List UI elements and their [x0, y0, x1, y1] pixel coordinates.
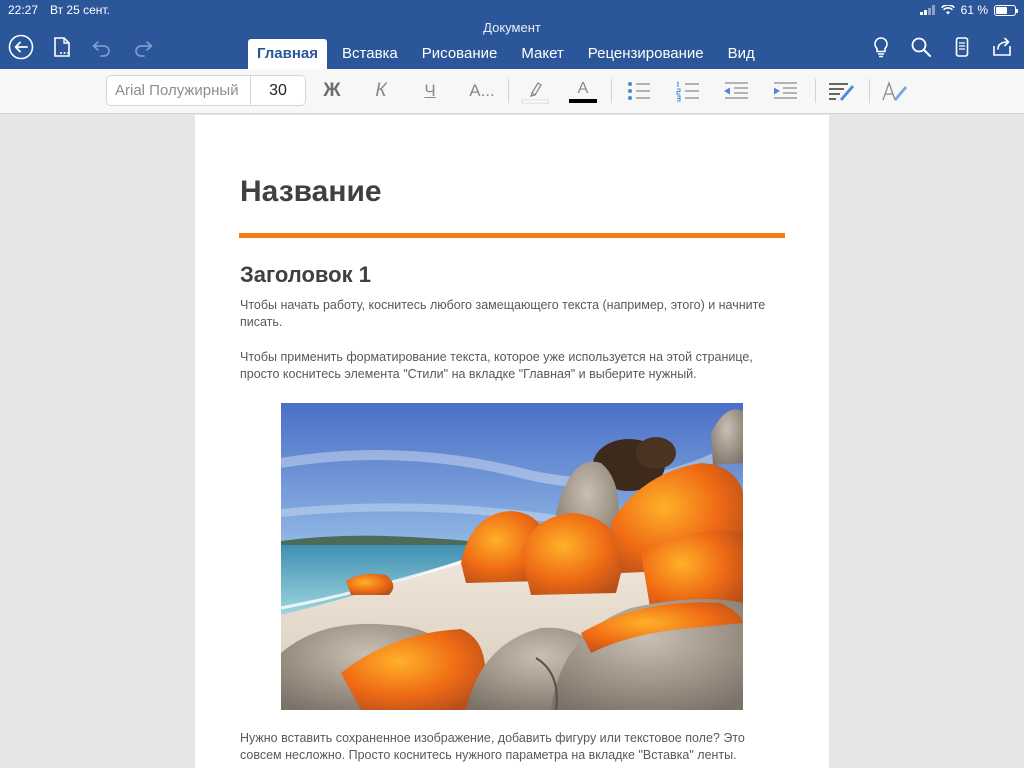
font-size-field[interactable]: 30 [269, 82, 287, 99]
wifi-icon [941, 5, 955, 15]
mobile-view-icon[interactable] [949, 34, 975, 60]
toolbar-divider [869, 79, 870, 103]
font-name-field[interactable]: Arial Полужирный [107, 76, 251, 105]
styles-button[interactable] [826, 77, 856, 105]
italic-button[interactable]: К [375, 80, 387, 101]
font-color-button[interactable] [568, 77, 598, 105]
battery-percent: 61 % [960, 3, 988, 17]
bold-button[interactable]: Ж [323, 80, 341, 101]
document-heading-title[interactable]: Название [240, 175, 382, 208]
font-color-swatch [569, 99, 597, 103]
tab-view[interactable]: Вид [727, 45, 755, 62]
clear-formatting-icon [880, 79, 910, 103]
decrease-indent-icon [721, 79, 751, 103]
font-picker [106, 75, 306, 106]
document-page[interactable] [195, 115, 829, 768]
status-indicators [920, 3, 1016, 17]
back-icon[interactable] [8, 34, 34, 60]
paragraph[interactable]: Чтобы применить форматирование текста, которое уже используется на этой странице, просто коснитесь элемента "Стили" на вкладке "Главная" и выберите нужный. [240, 350, 753, 381]
ribbon-tabs [248, 39, 770, 69]
redo-icon[interactable] [130, 34, 156, 60]
tab-review[interactable]: Рецензирование [587, 45, 704, 62]
bullet-list-button[interactable] [624, 77, 654, 105]
tab-home[interactable]: Главная [248, 39, 327, 69]
paragraph[interactable]: Чтобы начать работу, коснитесь любого замещающего текста (например, этого) и начните писать. [240, 298, 766, 329]
status-bar [0, 0, 1024, 20]
highlighter-icon [520, 77, 550, 105]
tab-layout[interactable]: Макет [521, 45, 564, 62]
numbered-list-button[interactable] [673, 77, 703, 105]
document-title: Документ [483, 20, 541, 35]
beach-rocks-image[interactable] [281, 403, 743, 710]
heading-1[interactable]: Заголовок 1 [240, 262, 371, 287]
toolbar-divider [815, 79, 816, 103]
tab-insert[interactable]: Вставка [342, 45, 398, 62]
lightbulb-icon[interactable] [868, 34, 894, 60]
file-menu-icon[interactable] [49, 34, 75, 60]
search-icon[interactable] [908, 34, 934, 60]
status-time: 22:27 [8, 3, 39, 17]
toolbar-divider [508, 79, 509, 103]
cellular-signal-icon [920, 5, 935, 15]
decrease-indent-button[interactable] [721, 77, 751, 105]
more-font-options-button[interactable]: A... [469, 81, 495, 100]
battery-icon [994, 5, 1016, 16]
undo-icon[interactable] [89, 34, 115, 60]
clear-formatting-button[interactable] [880, 77, 910, 105]
numbered-list-icon [673, 79, 703, 103]
tab-draw[interactable]: Рисование [421, 45, 498, 62]
paragraph-styles-icon [826, 79, 856, 103]
underline-button[interactable]: Ч [424, 81, 436, 100]
toolbar-divider [611, 79, 612, 103]
title-underline-rule [239, 233, 785, 238]
increase-indent-icon [770, 79, 800, 103]
font-color-label: A [577, 79, 589, 97]
share-icon[interactable] [989, 34, 1015, 60]
highlight-button[interactable] [520, 77, 550, 105]
bullet-list-icon [624, 79, 654, 103]
increase-indent-button[interactable] [770, 77, 800, 105]
ribbon-toolbar [0, 69, 1024, 114]
status-date: Вт 25 сент. [50, 3, 110, 17]
paragraph[interactable]: Нужно вставить сохраненное изображение, добавить фигуру или текстовое поле? Это совсем несложно. Просто коснитесь нужного параметра на вкладке "Вставка" ленты. [240, 731, 745, 762]
app-header [0, 0, 1024, 69]
